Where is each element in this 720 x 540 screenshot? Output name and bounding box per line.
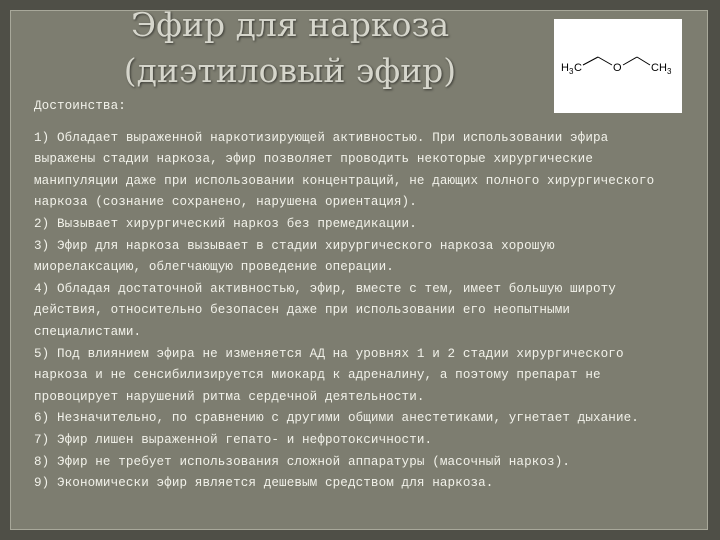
formula-h: H	[561, 62, 569, 74]
text-line: 6) Незначительно, по сравнению с другими общими анестетиками, угнетает дыхание.	[34, 411, 639, 426]
formula-c: C	[574, 62, 582, 74]
text-line: 4) Обладая достаточной активностью, эфир, вместе с тем, имеет большую широту	[34, 281, 616, 296]
formula-o: O	[613, 62, 622, 74]
text-line: 9) Экономически эфир является дешевым средством для наркоза.	[34, 476, 494, 491]
text-line: наркоза (сознание сохранено, нарушена ориентация).	[34, 195, 417, 210]
text-line: 3) Эфир для наркоза вызывает в стадии хирургического наркоза хорошую	[34, 238, 555, 253]
advantages-heading: Достоинства:	[34, 99, 126, 113]
text-line: специалистами.	[34, 324, 142, 339]
text-line: 1) Обладает выраженной наркотизирующей активностью. При использовании эфира	[34, 130, 609, 145]
bond-4	[637, 57, 650, 65]
text-line: миорелаксацию, облегчающую проведение операции.	[34, 260, 394, 275]
text-line: провоцирует нарушений ритма сердечной деятельности.	[34, 389, 425, 404]
bond-3	[623, 57, 637, 65]
text-line: выражены стадии наркоза, эфир позволяет проводить некоторые хирургические	[34, 152, 593, 167]
text-line: 8) Эфир не требует использования сложной аппаратуры (масочный наркоз).	[34, 454, 571, 469]
text-line: действия, относительно безопасен даже при использовании его неопытными	[34, 303, 571, 318]
text-line: наркоза и не сенсибилизируется миокард к адреналину, а поэтому препарат не	[34, 368, 601, 383]
formula-ch-subscript: 3	[667, 67, 672, 76]
formula-h-subscript: 3	[569, 67, 574, 76]
bond-2	[598, 57, 612, 65]
slide-title	[30, 2, 550, 94]
text-line: 7) Эфир лишен выраженной гепато- и нефротоксичности.	[34, 432, 433, 447]
slide-body	[34, 96, 674, 495]
title-line-1: Эфир для наркоза	[130, 5, 450, 44]
text-line: 2) Вызывает хирургический наркоз без премедикации.	[34, 216, 417, 231]
bond-1	[583, 57, 598, 65]
formula-ch: CH	[651, 62, 667, 74]
text-line: манипуляции даже при использовании концентраций, не дающих полного хирургического	[34, 173, 655, 188]
title-line-2: (диэтиловый эфир)	[123, 51, 457, 90]
text-line: 5) Под влиянием эфира не изменяется АД на уровнях 1 и 2 стадии хирургического	[34, 346, 624, 361]
